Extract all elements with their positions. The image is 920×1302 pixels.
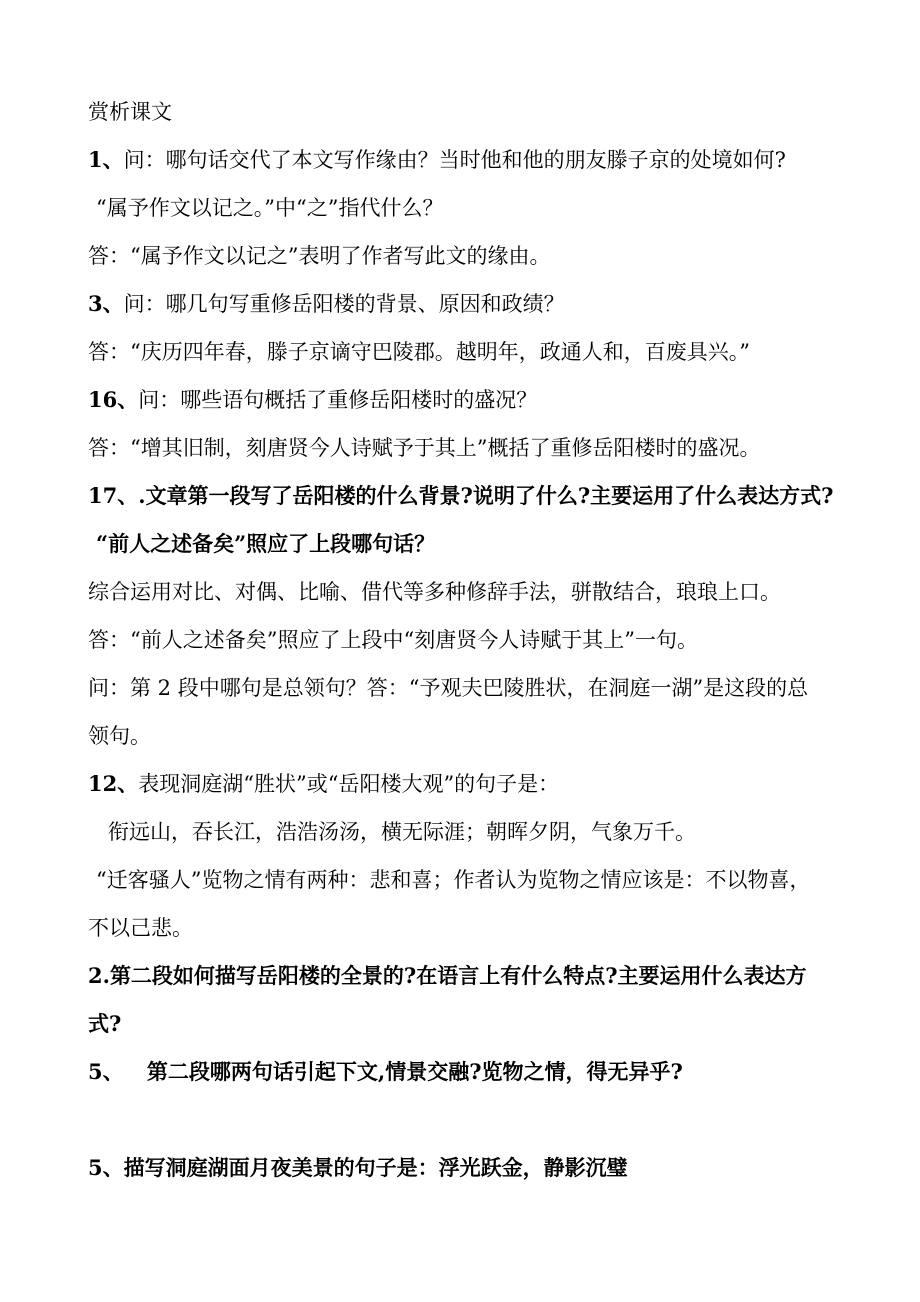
line-text: 描写洞庭湖面月夜美景的句子是：浮光跃金，静影沉璧 bbox=[123, 1155, 628, 1180]
line-text: .文章第一段写了岳阳楼的什么背景?说明了什么?主要运用了什么表达方式? bbox=[138, 483, 834, 508]
line-text: 问：哪些语句概括了重修岳阳楼时的盛况？ bbox=[138, 388, 538, 412]
text-line bbox=[88, 769, 880, 799]
text-line: 式? bbox=[88, 1011, 122, 1036]
text-line bbox=[88, 481, 880, 511]
text-line bbox=[88, 145, 880, 175]
line-text: 表现洞庭湖“胜状”或“岳阳楼大观”的句子是： bbox=[138, 772, 560, 796]
item-number: 5、 bbox=[88, 1155, 124, 1180]
document-title: 赏析课文 bbox=[88, 100, 172, 124]
text-line: “属予作文以记之。”中“之”指代什么？ bbox=[96, 196, 444, 220]
text-line bbox=[88, 961, 880, 991]
text-line bbox=[88, 289, 880, 319]
line-text: 第二段哪两句话引起下文,情景交融?览物之情，得无异乎? bbox=[139, 1059, 683, 1084]
item-number: 5、 bbox=[88, 1059, 124, 1084]
text-line: 答：“庆历四年春，滕子京谪守巴陵郡。越明年，政通人和，百废具兴。” bbox=[88, 340, 750, 364]
text-line: 领句。 bbox=[88, 724, 151, 748]
item-number: 17、 bbox=[88, 483, 139, 508]
item-number: 2. bbox=[88, 963, 110, 988]
text-line: 答：“前人之述备矣”照应了上段中“刻唐贤今人诗赋于其上”一句。 bbox=[88, 628, 698, 652]
text-line bbox=[88, 1153, 880, 1183]
item-number: 1、 bbox=[88, 147, 124, 172]
text-line: 答：“增其旧制，刻唐贤今人诗赋予于其上”概括了重修岳阳楼时的盛况。 bbox=[88, 436, 761, 460]
item-number: 16、 bbox=[88, 387, 139, 412]
text-line: 衔远山，吞长江，浩浩汤汤，横无际涯；朝晖夕阴，气象万千。 bbox=[108, 820, 696, 844]
line-text: 第二段如何描写岳阳楼的全景的?在语言上有什么特点?主要运用什么表达方 bbox=[109, 963, 807, 988]
text-line bbox=[88, 385, 880, 415]
item-number: 3、 bbox=[88, 291, 124, 316]
text-line: “前人之述备矣”照应了上段哪句话？ bbox=[96, 531, 436, 556]
text-line: “迁客骚人”览物之情有两种：悲和喜；作者认为览物之情应该是：不以物喜， bbox=[96, 868, 811, 892]
text-line: 不以己悲。 bbox=[88, 916, 193, 940]
text-line: 答：“属予作文以记之”表明了作者写此文的缘由。 bbox=[88, 244, 551, 268]
line-text: 问：哪几句写重修岳阳楼的背景、原因和政绩？ bbox=[123, 292, 565, 316]
line-text: 问：哪句话交代了本文写作缘由？当时他和他的朋友滕子京的处境如何? bbox=[123, 148, 786, 172]
text-line bbox=[88, 1057, 880, 1087]
item-number: 12、 bbox=[88, 771, 139, 796]
text-line: 综合运用对比、对偶、比喻、借代等多种修辞手法，骈散结合，琅琅上口。 bbox=[88, 580, 781, 604]
text-line: 问：第 2 段中哪句是总领句？答：“予观夫巴陵胜状，在洞庭一湖”是这段的总 bbox=[88, 676, 809, 700]
